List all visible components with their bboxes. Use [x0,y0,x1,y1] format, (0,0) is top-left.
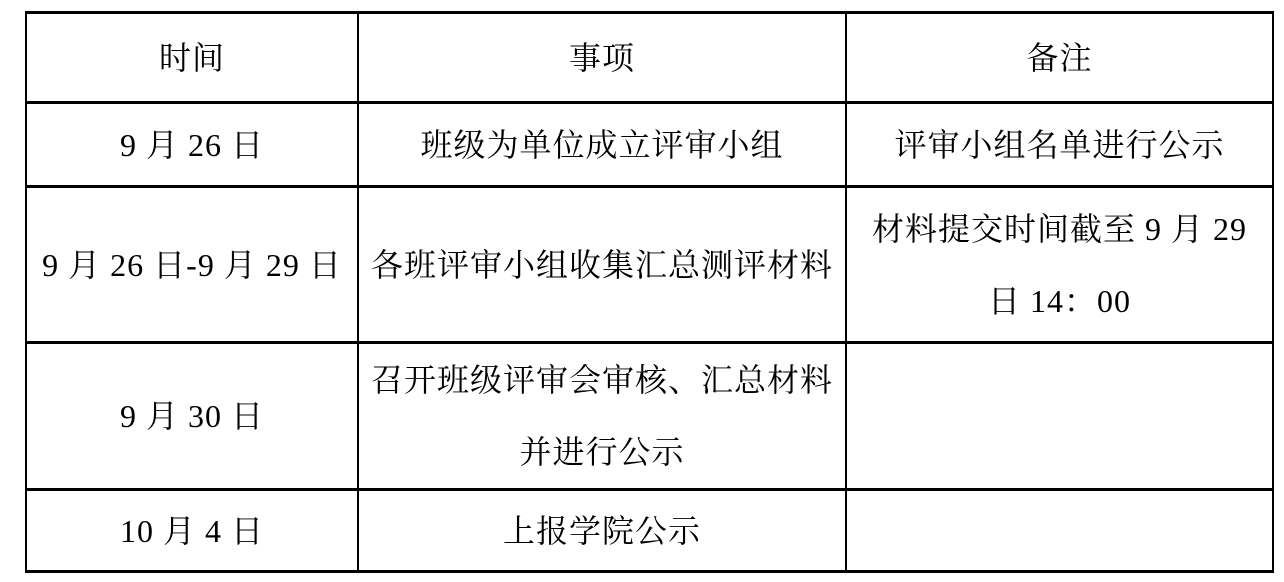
cell-line: 10 月 4 日 [119,512,264,549]
cell-line: 9 月 26 日 [119,126,264,163]
cell-line: 各班评审小组收集汇总测评材料 [370,246,833,283]
cell-line: 材料提交时间截至 9 月 29 [871,210,1247,247]
table-cell [846,490,1273,572]
cell-line: 并进行公示 [519,434,685,470]
cell-line: 班级为单位成立评审小组 [420,126,784,163]
column-header-label: 时间 [158,39,225,76]
cell-line: 评审小组名单进行公示 [894,126,1225,163]
table-cell [846,343,1273,490]
table-header-row [26,13,1273,103]
table-cell [846,103,1273,187]
table-row [26,343,1273,490]
table-cell [358,343,846,490]
cell-line: 9 月 26 日-9 月 29 日 [42,246,342,283]
schedule-table [25,11,1274,573]
column-header-label: 备注 [1026,39,1093,76]
cell-line: 日 14：00 [987,282,1131,319]
table-cell [358,490,846,572]
table-cell [358,103,846,187]
table-cell [26,103,358,187]
table-row [26,103,1273,187]
cell-line: 召开班级评审会审核、汇总材料 [370,362,833,398]
table-cell [358,187,846,343]
table-cell [26,490,358,572]
table-cell [26,343,358,490]
table-body [26,103,1273,572]
column-header-label: 事项 [568,39,635,76]
column-header [26,13,358,103]
column-header [358,13,846,103]
table-cell [846,187,1273,343]
table-row [26,490,1273,572]
column-header [846,13,1273,103]
table-row [26,187,1273,343]
cell-line: 上报学院公示 [502,512,701,549]
cell-line: 9 月 30 日 [119,398,264,434]
table-cell [26,187,358,343]
